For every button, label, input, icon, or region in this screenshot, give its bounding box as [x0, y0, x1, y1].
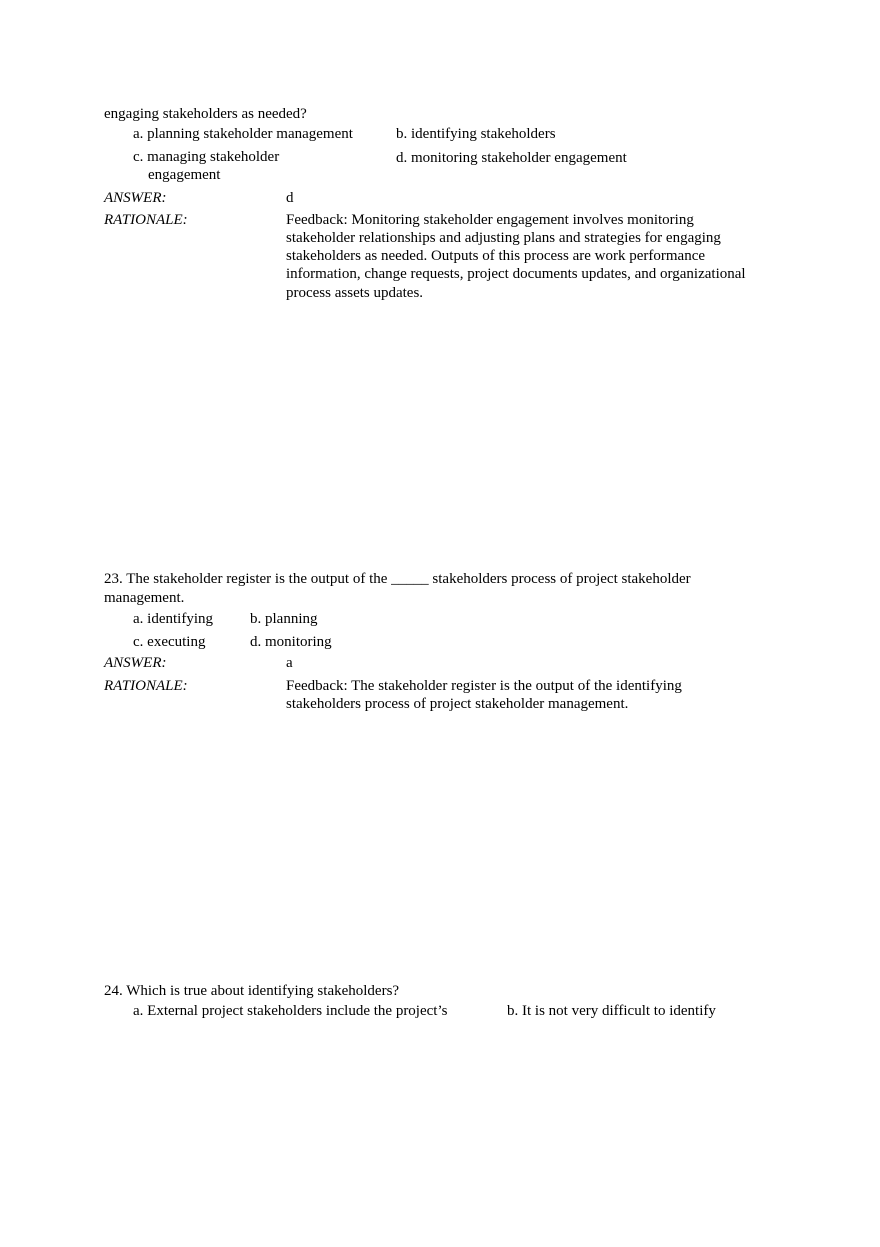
q23-rationale-line: stakeholders process of project stakeholder management.: [286, 696, 629, 712]
q23-answer-value: a: [286, 655, 293, 671]
q23-option-a: a. identifying: [133, 611, 213, 627]
q22-answer-value: d: [286, 190, 294, 206]
q22-rationale-line: Feedback: Monitoring stakeholder engagement involves monitoring: [286, 212, 694, 228]
q22-answer-label: ANSWER:: [104, 190, 167, 206]
q23-stem-line2: management.: [104, 590, 185, 606]
q22-rationale-line: stakeholder relationships and adjusting plans and strategies for engaging: [286, 230, 721, 246]
q24-option-b: b. It is not very difficult to identify: [507, 1003, 716, 1019]
q22-stem-tail: engaging stakeholders as needed?: [104, 106, 307, 122]
q23-rationale-label: RATIONALE:: [104, 678, 188, 694]
q23-stem-line1: 23. The stakeholder register is the output of the _____ stakeholders process of project stakeholder: [104, 571, 691, 587]
q23-option-b: b. planning: [250, 611, 318, 627]
q24-option-a: a. External project stakeholders include the project’s: [133, 1003, 448, 1019]
q22-rationale-line: process assets updates.: [286, 285, 424, 301]
q22-rationale-line: information, change requests, project documents updates, and organizational: [286, 266, 746, 282]
q23-option-d: d. monitoring: [250, 634, 332, 650]
q22-option-c-line2: engagement: [148, 167, 221, 183]
q22-option-b: b. identifying stakeholders: [396, 126, 556, 142]
q23-answer-label: ANSWER:: [104, 655, 167, 671]
q22-rationale-line: stakeholders as needed. Outputs of this process are work performance: [286, 248, 706, 264]
q24-stem: 24. Which is true about identifying stakeholders?: [104, 983, 400, 999]
q22-rationale-label: RATIONALE:: [104, 212, 188, 228]
q23-option-c: c. executing: [133, 634, 206, 650]
q22-option-a: a. planning stakeholder management: [133, 126, 353, 142]
q22-option-c-line1: c. managing stakeholder: [133, 149, 280, 165]
q22-option-d: d. monitoring stakeholder engagement: [396, 150, 627, 166]
q23-rationale-line: Feedback: The stakeholder register is the output of the identifying: [286, 678, 682, 694]
